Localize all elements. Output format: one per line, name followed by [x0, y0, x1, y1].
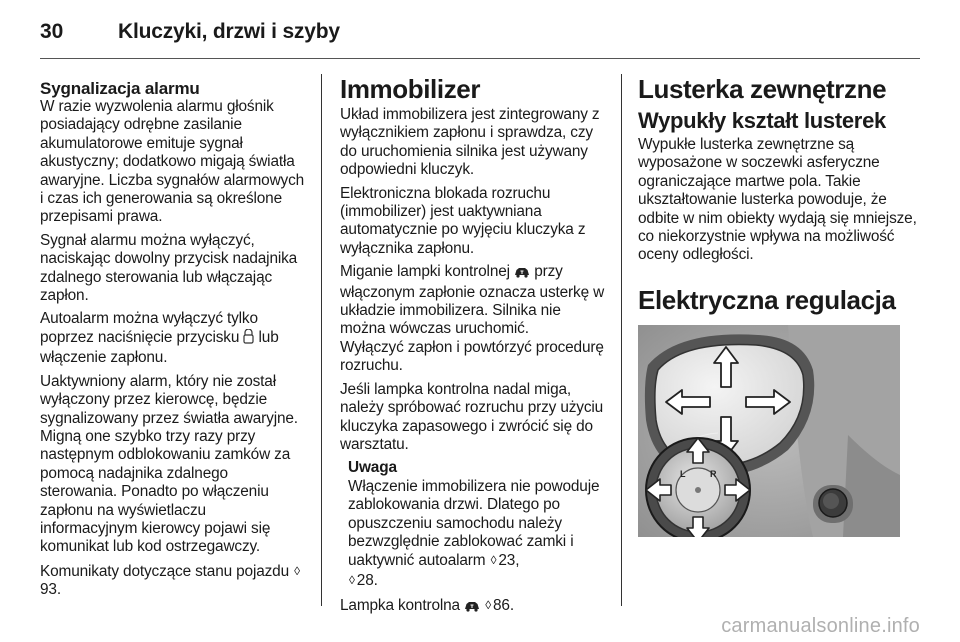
paragraph: Układ immobilizera jest zintegrowany z wyłącznikiem zapłonu i sprawdza, czy do uruchomienia silnika jest używany odpowiedni kluczyk.	[340, 106, 600, 179]
column-alarm	[40, 72, 306, 605]
column-immobilizer	[340, 72, 610, 623]
column-divider	[621, 74, 622, 606]
paragraph: Jeśli lampka kontrolna nadal miga, należy spróbować rozruchu przy użyciu kluczyka zapasowego i zwrócić się do warsztatu.	[340, 380, 604, 453]
paragraph: Elektroniczna blokada rozruchu (immobilizer) jest uaktywniana automatycznie po wyjęciu kluczyka z wyłącznika zapłonu.	[340, 184, 586, 257]
section-heading-electric-adjustment: Elektryczna regulacja	[638, 284, 896, 315]
paragraph-text: przy włączonym zapłonie oznacza usterkę w układzie immobilizera. Silnika nie można wówczas uruchomić.	[340, 263, 605, 338]
paragraph: Wypukłe lusterka zewnętrzne są wyposażone w soczewki asferyczne ograniczające martwe pola. Takie ukształtowanie lusterka powoduje, że odbite w nim obiekty wydają się mniejsze, co niekorzystnie wpływa na możliwość oceny odległości.	[638, 136, 917, 264]
trunk-unlock-icon	[243, 329, 254, 349]
note-box	[340, 459, 610, 590]
paragraph	[340, 596, 610, 617]
page-reference[interactable]: 23,	[498, 552, 520, 570]
column-divider	[321, 74, 322, 606]
chapter-title: Kluczyki, drzwi i szyby	[118, 20, 340, 43]
section-heading-immobilizer: Immobilizer	[340, 74, 481, 104]
immobilizer-car-key-icon	[464, 599, 480, 617]
immobilizer-car-key-icon	[514, 265, 530, 283]
paragraph	[40, 310, 306, 367]
mirror-adjustment-figure	[638, 325, 900, 537]
mirror-right-label: R	[710, 468, 717, 479]
page-reference[interactable]: 28.	[356, 571, 378, 589]
column-mirrors	[638, 72, 920, 537]
paragraph-text: Komunikaty dotyczące stanu pojazdu	[40, 562, 289, 580]
page-reference-icon: ◊	[349, 572, 355, 587]
note-text: Włączenie immobilizera nie powoduje zablokowania drzwi. Dlatego po opuszczeniu samochodu należy bezwzględnie zablokować zamki i uaktywnić autoalarm ◊ 23, ◊ 28.	[348, 477, 600, 589]
paragraph: Uaktywniony alarm, który nie został wyłączony przez kierowcę, będzie sygnalizowany przez światła awaryjne. Migną one szybko trzy razy przy następnym odblokowaniu zamków za pomocą nadajnika zdalnego sterowania. Ponadto po włączeniu zapłonu na wyświetlaczu informacyjnym kierowcy pojawi się komunikat lub kod ostrzegawczy.	[40, 372, 298, 556]
paragraph-text: Autoalarm można wyłączyć tylko poprzez naciśnięcie przycisku	[40, 310, 258, 346]
subsection-heading-convex: Wypukły kształt lusterek	[638, 108, 886, 133]
paragraph-text: lub włączenie zapłonu.	[40, 328, 279, 367]
paragraph-text: Miganie lampki kontrolnej	[340, 263, 510, 281]
paragraph: W razie wyzwolenia alarmu głośnik posiadający odrębne zasilanie akumulatorowe emituje sygnał akustyczny; dodatkowo migają światła awaryjne. Liczba sygnałów alarmowych i czas ich generowania są określone przepisami prawa.	[40, 98, 305, 226]
page-reference-icon: ◊	[485, 598, 492, 613]
page-reference-icon: ◊	[294, 563, 300, 578]
note-title: Uwaga	[348, 459, 397, 477]
mirror-left-label: L	[680, 468, 686, 479]
paragraph	[340, 263, 610, 339]
header-rule	[40, 58, 920, 59]
paragraph	[40, 562, 306, 600]
section-heading-mirrors: Lusterka zewnętrzne	[638, 74, 887, 104]
paragraph: Sygnał alarmu można wyłączyć, naciskając dowolny przycisk nadajnika zdalnego sterowania lub włączając zapłon.	[40, 231, 298, 305]
page-header	[40, 18, 920, 48]
paragraph-text: Lampka kontrolna	[340, 597, 460, 615]
page-reference[interactable]: 86.	[493, 597, 514, 615]
page-reference-icon: ◊	[490, 553, 497, 568]
page-reference[interactable]: 93.	[40, 581, 61, 599]
page-number: 30	[40, 20, 64, 43]
section-heading-alarm: Sygnalizacja alarmu	[40, 79, 200, 98]
paragraph: Wyłączyć zapłon i powtórzyć procedurę rozruchu.	[340, 338, 604, 375]
watermark: carmanualsonline.info	[721, 615, 920, 637]
